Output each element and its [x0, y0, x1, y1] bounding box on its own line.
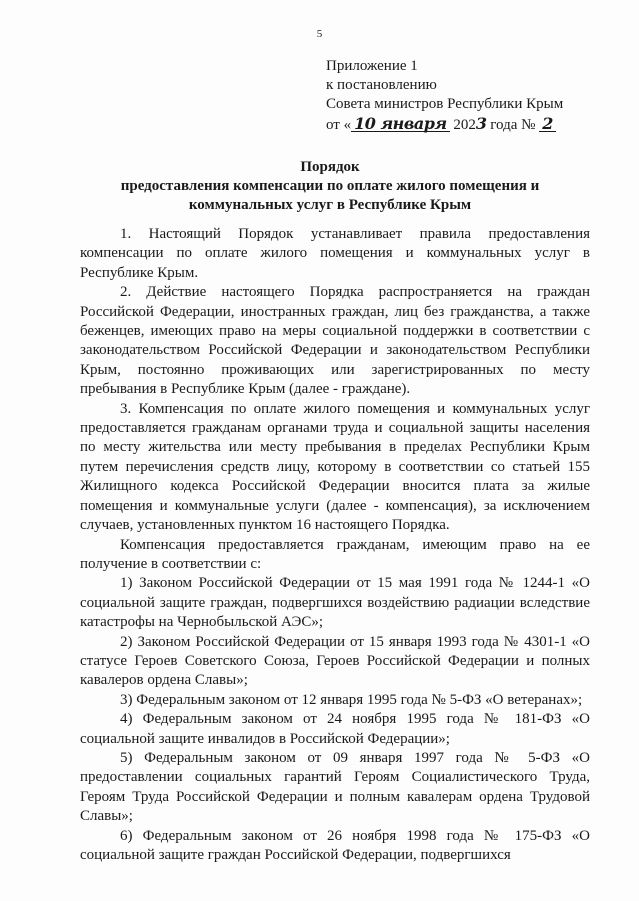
handwritten-year: 3: [475, 114, 487, 133]
paragraph: 2) Законом Российской Федерации от 15 января 1993 года № 4301-1 «О статусе Героев Советского Союза, Героев Российской Федерации и полных кавалеров ордена Славы»;: [80, 633, 590, 689]
paragraph: 2. Действие настоящего Порядка распространяется на граждан Российской Федерации, иностранных граждан, лиц без гражданства, а также беженцев, имеющих право на меры социальной поддержки в соответствии с законодательством Российской Федерации и законодательством Республики Крым, постоянно проживающих или зарегистрированных по месту пребывания в Республике Крым (далее - граждане).: [80, 284, 590, 398]
appendix-line-3: Совета министров Республики Крым: [326, 96, 564, 112]
appendix-line-2: к постановлению: [326, 77, 437, 93]
paragraph: 1. Настоящий Порядок устанавливает правила предоставления компенсации по оплате жилого помещения и коммунальных услуг в Республике Крым.: [80, 226, 590, 281]
appendix-block: [326, 57, 563, 135]
paragraph: 3) Федеральным законом от 12 января 1995 года № 5-ФЗ «О ветеранах»;: [120, 691, 583, 708]
title-line-3: коммунальных услуг в Республике Крым: [188, 197, 472, 213]
paragraph: 3. Компенсация по оплате жилого помещения и коммунальных услуг предоставляется гражданам органами труда и социальной защиты населения по месту жительства или месту пребывания в пределах Республики Крым путем перечисления средств лицу, которому в соответствии со статьей 155 Жилищного кодекса Российской Федерации вносится плата за жилые помещения и коммунальные услуги (далее - компенсация), за исключением случаев, установленных пунктом 16 настоящего Порядка.: [80, 400, 590, 534]
paragraph: 6) Федеральным законом от 26 ноября 1998 года № 175-ФЗ «О социальной защите граждан Российской Федерации, подвергшихся: [80, 827, 590, 863]
appendix-line-1: Приложение 1: [326, 58, 418, 74]
title-line-2: предоставления компенсации по оплате жилого помещения и: [120, 178, 540, 194]
date-prefix: от «: [326, 117, 352, 133]
document-title: [60, 158, 600, 215]
date-year-prefix: 202: [453, 117, 476, 133]
paragraph: 5) Федеральным законом от 09 января 1997 года № 5-ФЗ «О предоставлении социальных гарантий Героям Социалистического Труда, Героям Труда Российской Федерации и полным кавалерам ордена Трудовой Славы»;: [80, 749, 590, 825]
paragraph: 1) Законом Российской Федерации от 15 мая 1991 года № 1244-1 «О социальной защите граждан, подвергшихся воздействию радиации вследствие катастрофы на Чернобыльской АЭС»;: [80, 575, 590, 631]
paragraph: 4) Федеральным законом от 24 ноября 1995 года № 181-ФЗ «О социальной защите инвалидов в Российской Федерации»;: [80, 711, 590, 747]
page-number: 5: [316, 28, 323, 40]
document-body: [80, 225, 590, 865]
handwritten-number: 2: [539, 116, 556, 132]
title-line-1: Порядок: [300, 159, 360, 175]
appendix-date-line: [326, 114, 563, 135]
handwritten-date: 10 января: [351, 116, 450, 132]
date-suffix: года №: [486, 117, 536, 133]
paragraph: Компенсация предоставляется гражданам, имеющим право на ее получение в соответствии с:: [80, 536, 590, 572]
